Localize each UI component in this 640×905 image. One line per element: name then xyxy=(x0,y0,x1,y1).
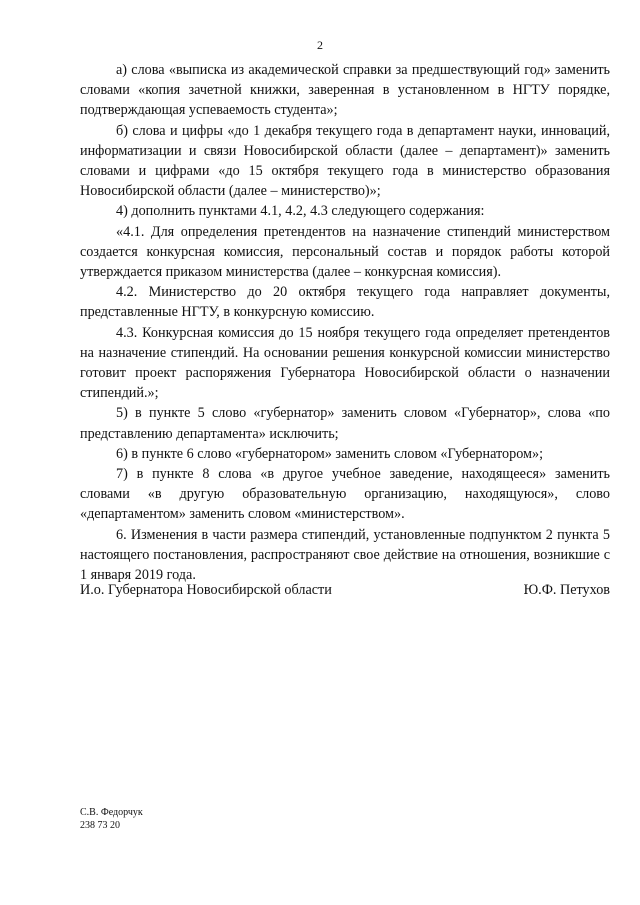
paragraph: а) слова «выписка из академической справки за предшествующий год» заменить словами «копия зачетной книжки, заверенная в установленном в НГТУ порядке, подтверждающая успеваемость студента»; xyxy=(80,62,610,119)
paragraph: б) слова и цифры «до 1 декабря текущего года в департамент науки, инноваций, информатизации и связи Новосибирской области (далее – департамент)» заменить словами и цифрами «до 15 октября текущего года в министерство образования Новосибирской области (далее – министерство)»; xyxy=(80,122,610,200)
paragraph: 4.2. Министерство до 20 октября текущего года направляет документы, представленные НГТУ, в конкурсную комиссию. xyxy=(80,284,610,321)
paragraph: 6) в пункте 6 слово «губернатором» заменить словом «Губернатором»; xyxy=(116,445,544,462)
signatory-position: И.о. Губернатора Новосибирской области xyxy=(80,582,332,598)
paragraph: 7) в пункте 8 слова «в другое учебное заведение, находящееся» заменить словами «в другую образовательную организацию, находящуюся», слово «департаментом» заменить словом «министерством». xyxy=(80,466,610,523)
executor-block xyxy=(80,806,143,832)
executor-name: С.В. Федорчук xyxy=(80,807,143,818)
paragraph: 4.3. Конкурсная комиссия до 15 ноября текущего года определяет претендентов на назначение стипендий. На основании решения конкурсной комиссии министерство готовит проект распоряжения Губернатора Новосибирской области о назначении стипендий.»; xyxy=(80,324,610,402)
page-number: 2 xyxy=(317,38,323,52)
paragraph: «4.1. Для определения претендентов на назначение стипендий министерством создается конкурсная комиссия, персональный состав и порядок работы которой утверждается приказом министерства (далее – конкурсная комиссия). xyxy=(80,223,610,281)
document-body xyxy=(80,60,610,585)
signatory-name: Ю.Ф. Петухов xyxy=(523,582,610,598)
executor-phone: 238 73 20 xyxy=(80,820,120,831)
paragraph: 6. Изменения в части размера стипендий, установленные подпунктом 2 пункта 5 настоящего постановления, распространяют свое действие на отношения, возникшие с 1 января 2019 года. xyxy=(80,526,610,584)
paragraph: 4) дополнить пунктами 4.1, 4.2, 4.3 следующего содержания: xyxy=(116,203,485,220)
paragraph: 5) в пункте 5 слово «губернатор» заменить словом «Губернатор», слова «по представлению департамента» исключить; xyxy=(80,405,610,442)
